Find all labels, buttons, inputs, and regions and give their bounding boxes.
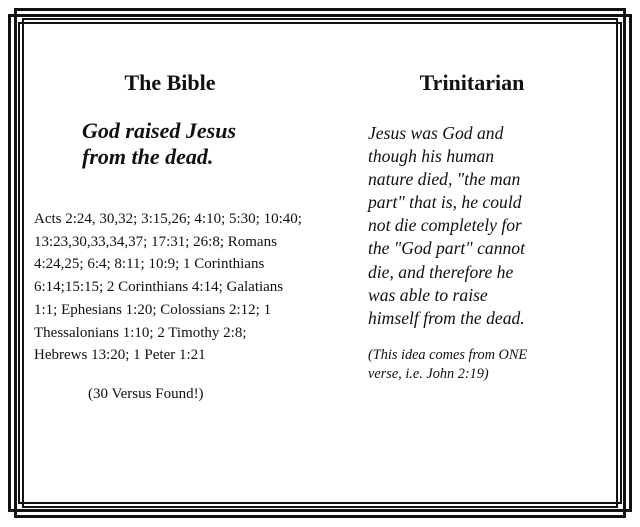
trinitarian-claim-line: part" that is, he could (368, 192, 522, 213)
trinitarian-claim-line: Jesus was God and (368, 123, 504, 143)
trinitarian-claim (368, 122, 568, 330)
trinitarian-claim-line: not die completely for (368, 215, 522, 236)
trinitarian-note-line: verse, i.e. John 2:19) (368, 366, 489, 382)
reference-line: Hebrews 13:20; 1 Peter 1:21 (34, 347, 206, 364)
bible-column-title: The Bible (124, 70, 216, 95)
bible-claim (82, 118, 322, 170)
trinitarian-claim-line: was able to raise (368, 284, 488, 305)
verses-found-note: (30 Versus Found!) (88, 386, 204, 402)
reference-line: Thessalonians 1:10; 2 Timothy 2:8; (34, 324, 247, 341)
reference-line: 1:1; Ephesians 1:20; Colossians 2:12; 1 (34, 301, 272, 318)
trinitarian-claim-line: the "God part" cannot (368, 238, 525, 259)
trinitarian-claim-line: nature died, "the man (368, 169, 521, 190)
trinitarian-source-note (368, 346, 568, 384)
bible-claim-line: God raised Jesus (82, 118, 237, 143)
trinitarian-claim-line: though his human (368, 146, 495, 167)
verse-references (34, 208, 344, 367)
trinitarian-claim-line: himself from the dead. (368, 307, 525, 328)
reference-line: 4:24,25; 6:4; 8:11; 10:9; 1 Corinthians (34, 256, 265, 273)
reference-line: Acts 2:24, 30,32; 3:15,26; 4:10; 5:30; 10:40; (34, 211, 302, 227)
trinitarian-claim-line: die, and therefore he (368, 261, 514, 282)
trinitarian-column-title: Trinitarian (419, 70, 525, 95)
reference-line: 13:23,30,33,34,37; 17:31; 26:8; Romans (34, 233, 277, 250)
trinitarian-note-line: (This idea comes from ONE (368, 347, 528, 363)
bible-claim-line: from the dead. (82, 144, 214, 169)
reference-line: 6:14;15:15; 2 Corinthians 4:14; Galatians (34, 279, 284, 296)
